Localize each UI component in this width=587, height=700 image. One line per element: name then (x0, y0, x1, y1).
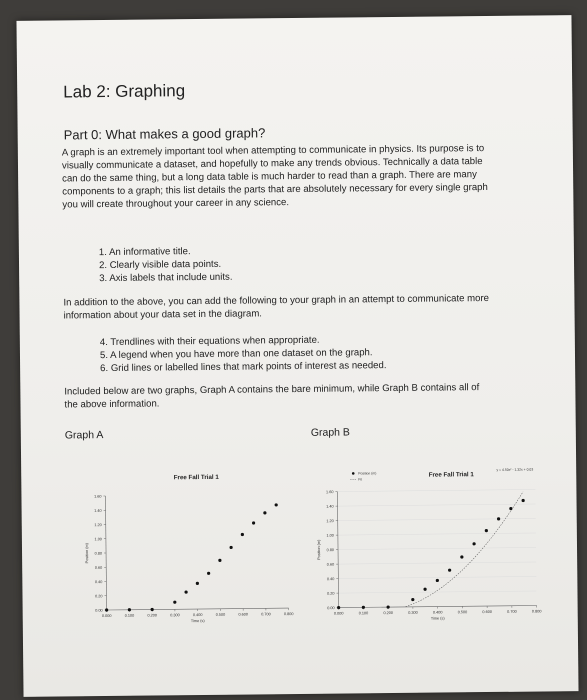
data-point (263, 511, 266, 514)
list-item: 4. Trendlines with their equations when appropriate. (99, 334, 320, 349)
x-tick-label: 0.700 (507, 609, 517, 614)
x-tick-label: 0.200 (147, 613, 157, 618)
y-tick-label: 0.80 (326, 548, 335, 553)
optional-items-list (100, 333, 387, 375)
x-axis-label: Time (s) (430, 616, 445, 621)
lab-handout-page (16, 15, 578, 697)
data-point (184, 590, 187, 593)
data-point (423, 588, 426, 591)
y-axis-label: Position (m) (84, 543, 90, 564)
grid-line (338, 504, 536, 506)
y-tick-label: 1.60 (94, 494, 102, 499)
list-item: 1. An informative title. (98, 246, 191, 259)
list-item: 2. Clearly visible data points. (98, 258, 222, 272)
y-tick-label: 1.20 (94, 523, 102, 528)
x-tick-label: 0.600 (482, 609, 492, 615)
data-point (218, 559, 221, 562)
chart-title: Free Fall Trial 1 (428, 471, 474, 479)
list-item: 5. A legend when you have more than one dataset on the graph. (99, 347, 373, 362)
required-items-list (99, 245, 233, 285)
data-point (497, 517, 500, 520)
intro-paragraph: A graph is an extremely important tool when attempting to communicate in physics. Its purpose is to visually communicate a dataset, and hopefully to make any trends obvious. Technically a data table can do the same thing, but a long data table is much harder to read than a graph. There are many components to a graph; this list details the parts that are absolutely necessary for every single graph you will create throughout your career in any science. (61, 143, 488, 211)
y-tick-label: 1.00 (94, 537, 102, 542)
y-tick-label: 1.40 (94, 508, 102, 513)
y-tick-label: 0.20 (327, 591, 335, 596)
y-tick-label: 1.40 (326, 504, 334, 509)
grid-line (338, 519, 536, 521)
legend-entry: Position (m) (358, 471, 377, 476)
y-tick-label: 0.00 (95, 608, 103, 613)
data-point (105, 608, 108, 611)
data-point (485, 529, 488, 532)
graph-a-label: Graph A (64, 429, 104, 442)
x-axis-label: Time (s) (190, 618, 205, 624)
x-tick-label: 0.200 (383, 611, 393, 616)
x-tick-label: 0.800 (531, 609, 542, 614)
chart-title: Free Fall Trial 1 (173, 473, 219, 482)
y-tick-label: 0.40 (326, 577, 335, 582)
x-tick-label: 0.600 (238, 612, 248, 617)
graph-b-label: Graph B (310, 426, 350, 439)
grid-line (338, 548, 536, 550)
data-point (509, 507, 512, 510)
x-tick-label: 0.500 (215, 612, 226, 617)
data-point (448, 569, 451, 572)
x-tick-label: 0.000 (101, 613, 112, 619)
y-tick-label: 0.00 (327, 606, 335, 611)
legend-entry: Fit (358, 477, 363, 482)
grid-line (338, 562, 536, 564)
list-item: 6. Grid lines or labelled lines that mark points of interest as needed. (100, 360, 387, 375)
grid-line (337, 490, 535, 492)
y-tick-label: 0.60 (94, 565, 103, 570)
x-tick-label: 0.300 (170, 613, 180, 618)
y-tick-label: 0.20 (95, 594, 103, 599)
data-point (151, 608, 154, 611)
data-point (196, 582, 199, 585)
y-tick-label: 0.40 (94, 580, 103, 585)
data-point (522, 499, 525, 502)
data-point (460, 555, 463, 558)
graph-b-chart (303, 453, 555, 633)
x-tick-label: 0.400 (192, 613, 203, 618)
x-tick-label: 0.000 (333, 611, 344, 616)
y-tick-label: 1.60 (326, 490, 334, 495)
section-heading: Part 0: What makes a good graph? (63, 125, 266, 143)
data-point (436, 579, 439, 582)
x-tick-label: 0.100 (358, 611, 369, 616)
y-tick-label: 1.00 (326, 533, 334, 538)
addition-paragraph: In addition to the above, you can add the following to your graph in an attempt to communicate more information about your data set in the diagram. (63, 292, 490, 322)
y-axis-label: Position (m) (316, 539, 322, 560)
graph-a-chart (65, 458, 297, 635)
y-tick-label: 0.80 (94, 551, 103, 556)
trendline-equation: y = 4.50x² - 1.32x + 0.03 (496, 467, 534, 472)
grid-line (338, 533, 536, 535)
data-point (411, 598, 414, 601)
grid-line (338, 577, 536, 579)
data-point (173, 601, 176, 604)
data-point (387, 605, 390, 608)
legend-marker-data (352, 472, 355, 475)
trendline (404, 492, 524, 607)
data-point (128, 608, 131, 611)
page-title: Lab 2: Graphing (63, 81, 186, 102)
data-point (337, 606, 340, 609)
x-tick-label: 0.800 (283, 612, 294, 617)
x-tick-label: 0.400 (432, 610, 443, 615)
data-point (472, 542, 475, 545)
x-tick-label: 0.700 (261, 612, 271, 617)
grid-line (338, 591, 536, 593)
included-paragraph: Included below are two graphs, Graph A contains the bare minimum, while Graph B contains all of the above information. (64, 382, 480, 411)
data-point (207, 572, 210, 575)
x-tick-label: 0.300 (408, 610, 418, 615)
x-tick-label: 0.100 (124, 613, 135, 618)
list-item: 3. Axis labels that include units. (99, 271, 233, 285)
x-tick-label: 0.500 (457, 610, 468, 615)
data-point (252, 521, 255, 524)
data-point (230, 546, 233, 549)
data-point (275, 503, 278, 506)
data-point (362, 606, 365, 609)
y-tick-label: 0.60 (326, 562, 335, 567)
y-tick-label: 1.20 (326, 519, 334, 524)
data-point (241, 533, 244, 536)
